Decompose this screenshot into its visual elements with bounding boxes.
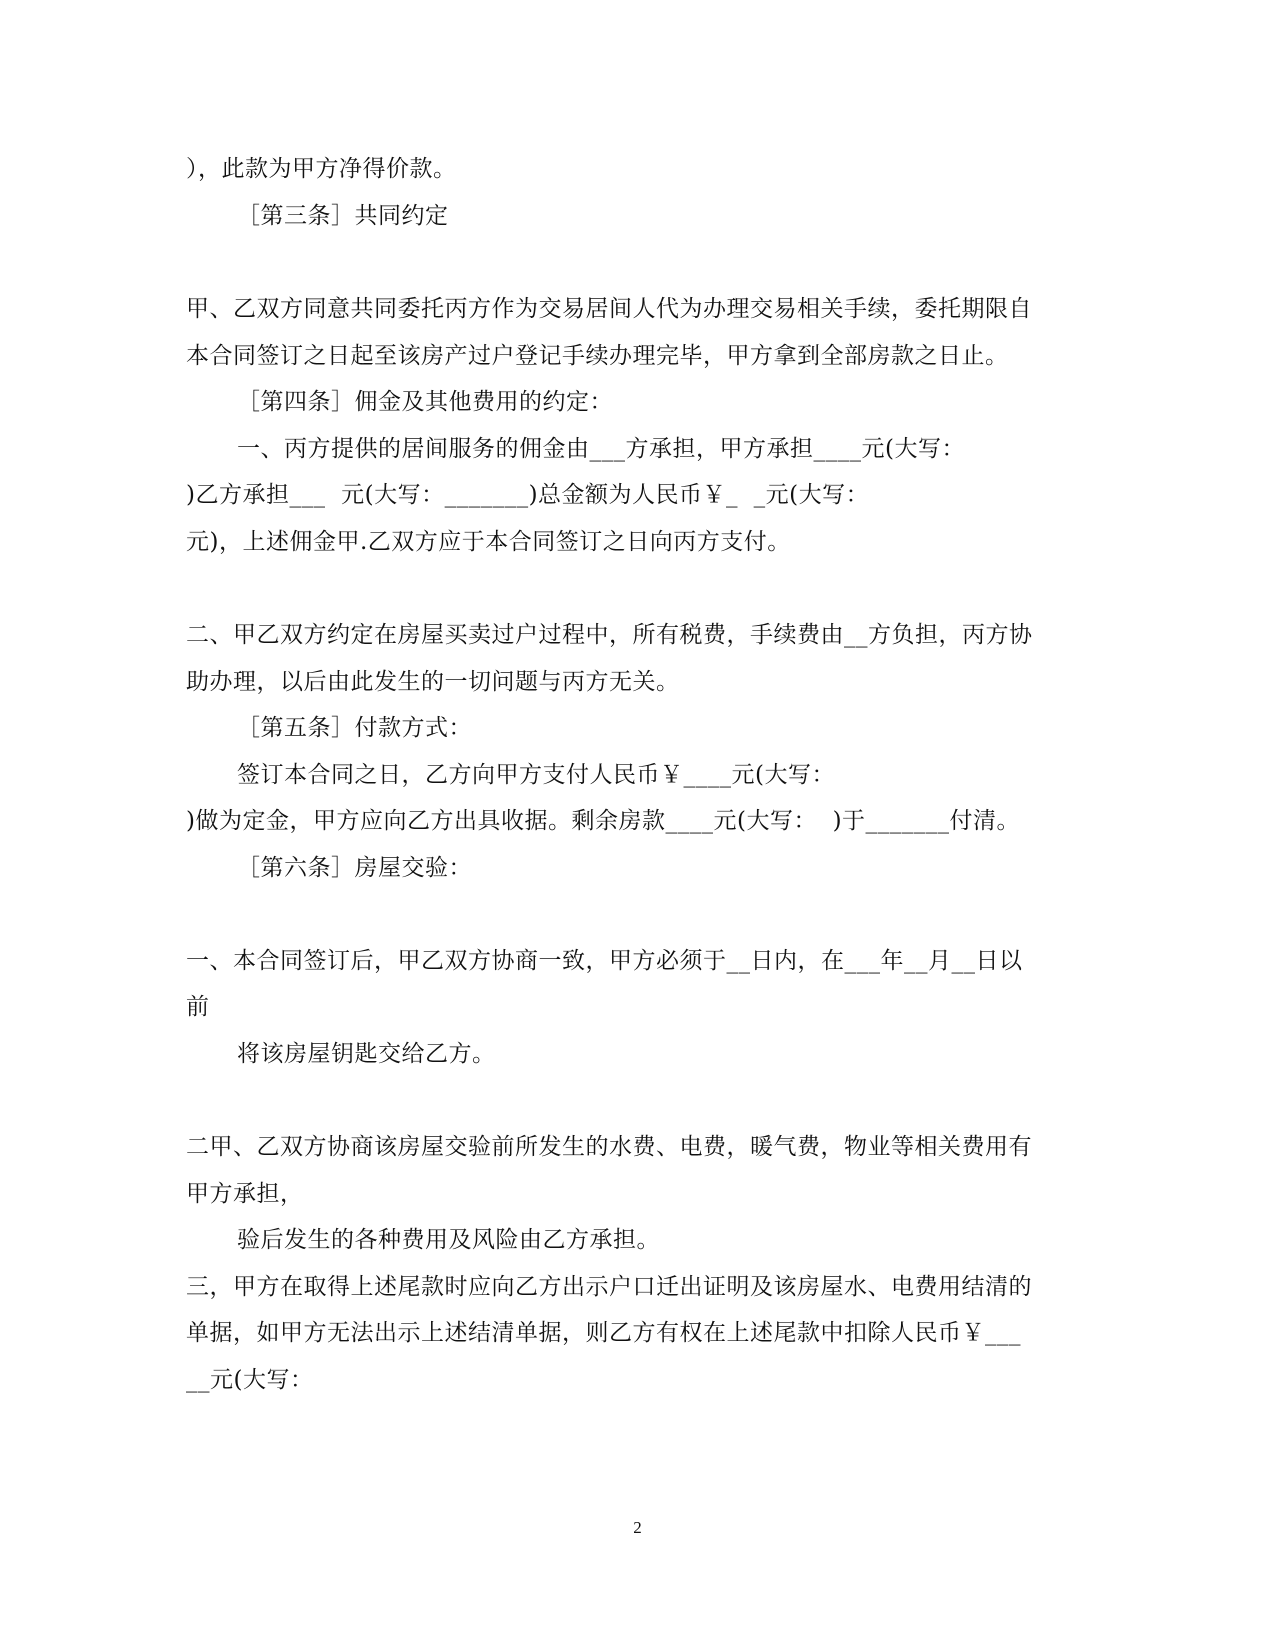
page-number: 2 bbox=[633, 1518, 642, 1537]
text-line: 验后发生的各种费用及风险由乙方承担。 bbox=[237, 1227, 660, 1253]
text-line: ），此款为甲方净得价款。 bbox=[186, 156, 457, 182]
text-line: 本合同签订之日起至该房产过户登记手续办理完毕，甲方拿到全部房款之日止。 bbox=[186, 343, 1009, 369]
text-line: 二、甲乙双方约定在房屋买卖过户过程中，所有税费，手续费由__方负担，丙方协 bbox=[186, 622, 1033, 648]
article-heading: ［第五条］付款方式： bbox=[237, 715, 472, 741]
text-line: )乙方承担___ 元(大写：_______)总金额为人民币￥_ _元(大写： bbox=[186, 482, 870, 508]
text-line: 单据，如甲方无法出示上述结清单据，则乙方有权在上述尾款中扣除人民币￥___ bbox=[186, 1320, 1021, 1346]
text-line: 将该房屋钥匙交给乙方。 bbox=[237, 1041, 496, 1067]
text-line: 一、丙方提供的居间服务的佣金由___方承担，甲方承担____元(大写： bbox=[237, 436, 965, 462]
text-line: 甲、乙双方同意共同委托丙方作为交易居间人代为办理交易相关手续，委托期限自 bbox=[186, 296, 1032, 322]
text-line: 二甲、乙双方协商该房屋交验前所发生的水费、电费，暖气费，物业等相关费用有 bbox=[186, 1134, 1032, 1160]
text-line: 前 bbox=[186, 994, 210, 1020]
text-line: __元(大写： bbox=[186, 1367, 314, 1393]
text-line: 三，甲方在取得上述尾款时应向乙方出示户口迁出证明及该房屋水、电费用结清的 bbox=[186, 1274, 1032, 1300]
article-heading: ［第六条］房屋交验： bbox=[237, 855, 472, 881]
article-heading: ［第三条］共同约定 bbox=[237, 203, 449, 229]
text-line: 一、本合同签订后，甲乙双方协商一致，甲方必须于__日内，在___年__月__日以 bbox=[186, 948, 1023, 974]
text-line: 元)，上述佣金甲.乙双方应于本合同签订之日向丙方支付。 bbox=[186, 529, 791, 555]
text-line: 签订本合同之日，乙方向甲方支付人民币￥____元(大写： bbox=[237, 762, 835, 788]
text-line: 甲方承担， bbox=[186, 1181, 304, 1207]
text-line: )做为定金，甲方应向乙方出具收据。剩余房款____元(大写： )于_______付清。 bbox=[186, 808, 1021, 834]
text-line: 助办理，以后由此发生的一切问题与丙方无关。 bbox=[186, 669, 680, 695]
article-heading: ［第四条］佣金及其他费用的约定： bbox=[237, 389, 613, 415]
